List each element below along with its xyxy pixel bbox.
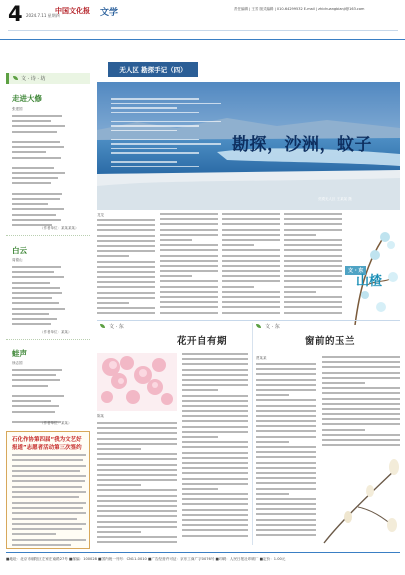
section-name: 文学 <box>100 8 119 18</box>
article-author-right: 贾某某 <box>256 356 267 360</box>
article-column <box>97 422 177 547</box>
pink-blossom-image <box>97 353 177 411</box>
photo-caption: 荒漠无人区 王某某 摄 <box>318 197 352 201</box>
column-separator <box>252 323 253 545</box>
series-title: 无人区 勘探手记（四） <box>119 66 187 74</box>
tag-label: 文 · 东 <box>109 324 124 330</box>
issue-date: 2024.7.11 星期四 <box>26 13 60 18</box>
section-divider <box>97 320 400 321</box>
bloom-title: 山楂 <box>356 274 383 289</box>
poem-author: 周德山 <box>12 258 23 262</box>
sidebar-section-tag <box>6 73 90 84</box>
poem-note: （作者单位：某某） <box>40 330 72 334</box>
poem-title: 走进大修 <box>12 94 42 103</box>
article-title-right: 窗前的玉兰 <box>305 336 356 347</box>
sidebar-tag-label: 文 · 诗 · 坊 <box>21 76 46 82</box>
poem-text-block <box>12 115 68 229</box>
poem-title: 蛙声 <box>12 349 27 358</box>
leaf-icon <box>256 324 261 328</box>
article-column <box>182 353 248 540</box>
poem-text-block <box>12 369 68 426</box>
notice-title: 石化作协第四届“我为文艺好报道”志愿者活动第三次签约 <box>12 437 82 451</box>
photo-poem-overlay <box>111 98 221 170</box>
article-column <box>322 356 400 449</box>
leaf-icon <box>13 76 18 80</box>
article-title-left: 花开自有期 <box>177 336 228 347</box>
poem-author: 徐志国 <box>12 361 23 365</box>
notice-text <box>12 454 86 549</box>
header-rule <box>8 30 398 31</box>
poem-title: 白云 <box>12 246 27 255</box>
page-header <box>0 0 405 40</box>
article-column <box>97 219 155 318</box>
feature-author: 龙龙 <box>97 213 104 217</box>
sidebar-divider <box>6 339 90 340</box>
series-banner <box>108 62 198 77</box>
article-column <box>160 213 218 317</box>
article-column <box>284 213 342 317</box>
poem-note: （作者单位：某某） <box>40 421 72 425</box>
poem-author: 张建国 <box>12 107 23 111</box>
bottom-left-tag <box>99 322 139 332</box>
poem-note: （作者单位：某某某某） <box>40 226 79 230</box>
page-number: 4 <box>8 2 23 26</box>
bloom-section-tag: 文 · 东 <box>345 266 366 275</box>
tag-label: 文 · 东 <box>265 324 280 330</box>
article-column <box>222 213 280 317</box>
newspaper-name: 中国文化报 <box>55 6 90 15</box>
poem-text-block <box>12 266 68 328</box>
page-footer <box>6 552 400 567</box>
left-sidebar <box>6 55 90 550</box>
article-author-left: 陈某 <box>97 414 104 418</box>
magnolia-branch-image <box>318 455 400 545</box>
article-column <box>256 363 316 539</box>
footer-info: ■地址：北京市朝阳区左家庄南路27号 ■邮编：100028 ■国内统一刊号：CN11-0010 ■广告经营许可证：京东工商广字0076号 ■印刷：人民日报社印刷厂 ■定价：1.00元 <box>6 557 286 561</box>
feature-headline: 勘探，沙洲，蚊子 <box>232 135 372 155</box>
bottom-right-tag <box>255 322 295 332</box>
leaf-icon <box>100 324 105 328</box>
editor-info: 责任编辑 | 王芳 版式编辑 | 010-64299532 E-mail | zhichuangbianji@163.com <box>234 7 365 11</box>
sidebar-divider <box>6 235 90 236</box>
notice-box <box>6 431 90 549</box>
